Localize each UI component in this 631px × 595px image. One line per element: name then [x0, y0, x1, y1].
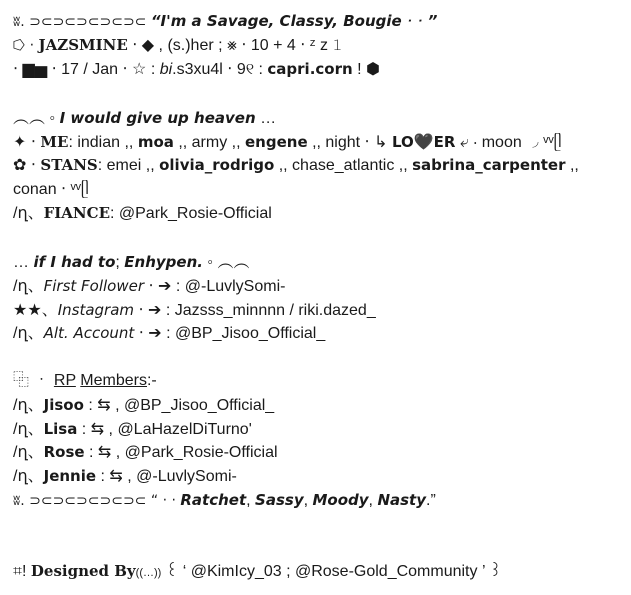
me-text: ⤶ ‧ moon ◞ ᵛᵛᥫ: [455, 134, 562, 151]
designed-text[interactable]: ꒰ ‘ @KimIcy_03 ; @Rose-Gold_Community ’ ꒱: [161, 563, 502, 580]
brand-link[interactable]: capri.corn: [267, 60, 353, 78]
link-first-follower: [13, 275, 285, 298]
heaven-line: [13, 107, 276, 130]
rp-text: RP: [53, 372, 76, 389]
member-prefix: /ղ、: [13, 397, 44, 414]
stans-label: STANS: [40, 156, 98, 174]
bio-italic: bi: [159, 61, 173, 78]
link-value[interactable]: ‧ ➔ : Jazsss_minnnn / riki.dazed_: [134, 302, 376, 319]
box-icon: ⿻ ‧: [13, 372, 54, 389]
designed-small: ((…)): [135, 567, 162, 579]
quote-end: .”: [426, 492, 436, 509]
date-line: [13, 58, 380, 81]
enhypen-suffix: ◦ ︵︵: [202, 254, 250, 271]
name-line-details: ‧ ◆ , (s.)her ; ⨳ ‧ 10 + 4 ‧ ᶻ z 𝟷: [127, 37, 343, 54]
lo: LO: [391, 133, 414, 151]
stans-text: : emei ,,: [97, 157, 160, 174]
fiance-text: : @Park_Rosie-Official: [110, 205, 272, 222]
link-label: Instagram: [57, 301, 135, 319]
fiance-prefix: /ղ、: [13, 205, 44, 222]
member-rose: [13, 441, 278, 464]
link-instagram: [13, 299, 376, 322]
black-heart-icon: 🖤: [413, 134, 434, 151]
semicolon: ;: [115, 254, 125, 271]
date-text: ‧ ▆▅ ‧ 17 / Jan ‧ ☆ :: [13, 61, 160, 78]
member-name: Rose: [43, 443, 85, 461]
rp-suffix: :-: [146, 372, 157, 389]
bio-text: .s3xu4l ‧ 9୧ :: [172, 61, 268, 78]
member-prefix: /ղ、: [13, 444, 44, 461]
sparkle-icon: ✦ ‧: [13, 134, 41, 151]
stans-line: [13, 153, 625, 202]
member-handle[interactable]: : ⇆ , @LaHazelDiTurno': [77, 421, 252, 438]
heaven-suffix: …: [255, 110, 277, 127]
word-nasty: Nasty: [377, 491, 426, 509]
member-prefix: /ղ、: [13, 421, 44, 438]
rp-members-heading: [13, 370, 157, 392]
stans-text: ,, chase_atlantic ,,: [274, 157, 413, 174]
link-label: First Follower: [43, 277, 145, 295]
heaven-text: I would give up heaven: [59, 109, 256, 127]
member-jisoo: [13, 394, 274, 417]
me-text: : indian ,,: [68, 134, 138, 151]
moa: moa: [137, 133, 174, 151]
flower-icon: ✿ ‧: [13, 157, 41, 174]
olivia: olivia_rodrigo: [159, 156, 275, 174]
engene: engene: [245, 133, 308, 151]
er: ER: [433, 133, 456, 151]
member-handle[interactable]: : ⇆ , @-LuvlySomi-: [96, 468, 237, 485]
fiance-line: [13, 202, 272, 225]
member-lisa: [13, 418, 252, 441]
fiance-label: FIANCE: [43, 204, 110, 222]
name: JAZSMINE: [38, 36, 128, 54]
member-prefix: /ղ、: [13, 468, 44, 485]
enhypen-line: [13, 251, 250, 274]
stars-icon: ★★、: [13, 302, 58, 319]
date-line-end: ! ⬢: [352, 61, 380, 78]
heaven-prefix: ︵︵ ◦: [13, 110, 60, 127]
member-name: Jisoo: [43, 396, 84, 414]
me-line: [13, 131, 562, 154]
title-line: [13, 10, 437, 33]
word-sassy: Sassy: [255, 491, 304, 509]
designed-by-line: [13, 560, 502, 584]
member-name: Lisa: [43, 420, 78, 438]
decorative-border: ʬ. ⊃⊂⊃⊂⊃⊂⊃⊂⊃⊂ “ ‧ ‧: [13, 493, 181, 509]
member-handle[interactable]: : ⇆ , @BP_Jisoo_Official_: [83, 397, 275, 414]
title-quote: “I'm a Savage, Classy, Bougie ‧ ‧ ”: [150, 12, 438, 30]
me-text: ,, army ,,: [173, 134, 245, 151]
designed-label: Designed By: [30, 562, 136, 580]
member-jennie: [13, 465, 237, 488]
word-moody: Moody: [312, 491, 369, 509]
link-label: Alt. Account: [43, 324, 135, 342]
link-alt-account: [13, 322, 325, 345]
enhypen-name: Enhypen.: [124, 253, 203, 271]
footer-quote-line: ʬ. ⊃⊂⊃⊂⊃⊂⊃⊂⊃⊂ “ ‧ ‧ Ratchet, Sassy, Moody, Nasty.”: [13, 491, 436, 509]
name-line: [13, 34, 343, 57]
me-label: ME: [40, 133, 69, 151]
pentagon-icon: ⭔ ‧: [13, 38, 39, 54]
me-text: ,, night ‧ ↳: [307, 134, 392, 151]
link-prefix: /ղ、: [13, 325, 44, 342]
member-handle[interactable]: : ⇆ , @Park_Rosie-Official: [84, 444, 278, 461]
word-ratchet: Ratchet: [180, 491, 247, 509]
enhypen-prefix: …: [13, 254, 34, 271]
link-prefix: /ղ、: [13, 278, 44, 295]
sabrina: sabrina_carpenter: [412, 156, 566, 174]
stans-text: ,, conan ‧ ᵛᵛᥫ: [13, 157, 579, 198]
hash-icon: ⌗!: [13, 563, 31, 580]
link-value[interactable]: ‧ ➔ : @-LuvlySomi-: [144, 278, 286, 295]
link-value[interactable]: ‧ ➔ : @BP_Jisoo_Official_: [134, 325, 326, 342]
if-text: if I had to: [33, 253, 116, 271]
members-text: Members: [80, 372, 147, 389]
member-name: Jennie: [43, 467, 97, 485]
decorative-border: ʬ. ⊃⊂⊃⊂⊃⊂⊃⊂⊃⊂: [13, 14, 151, 30]
